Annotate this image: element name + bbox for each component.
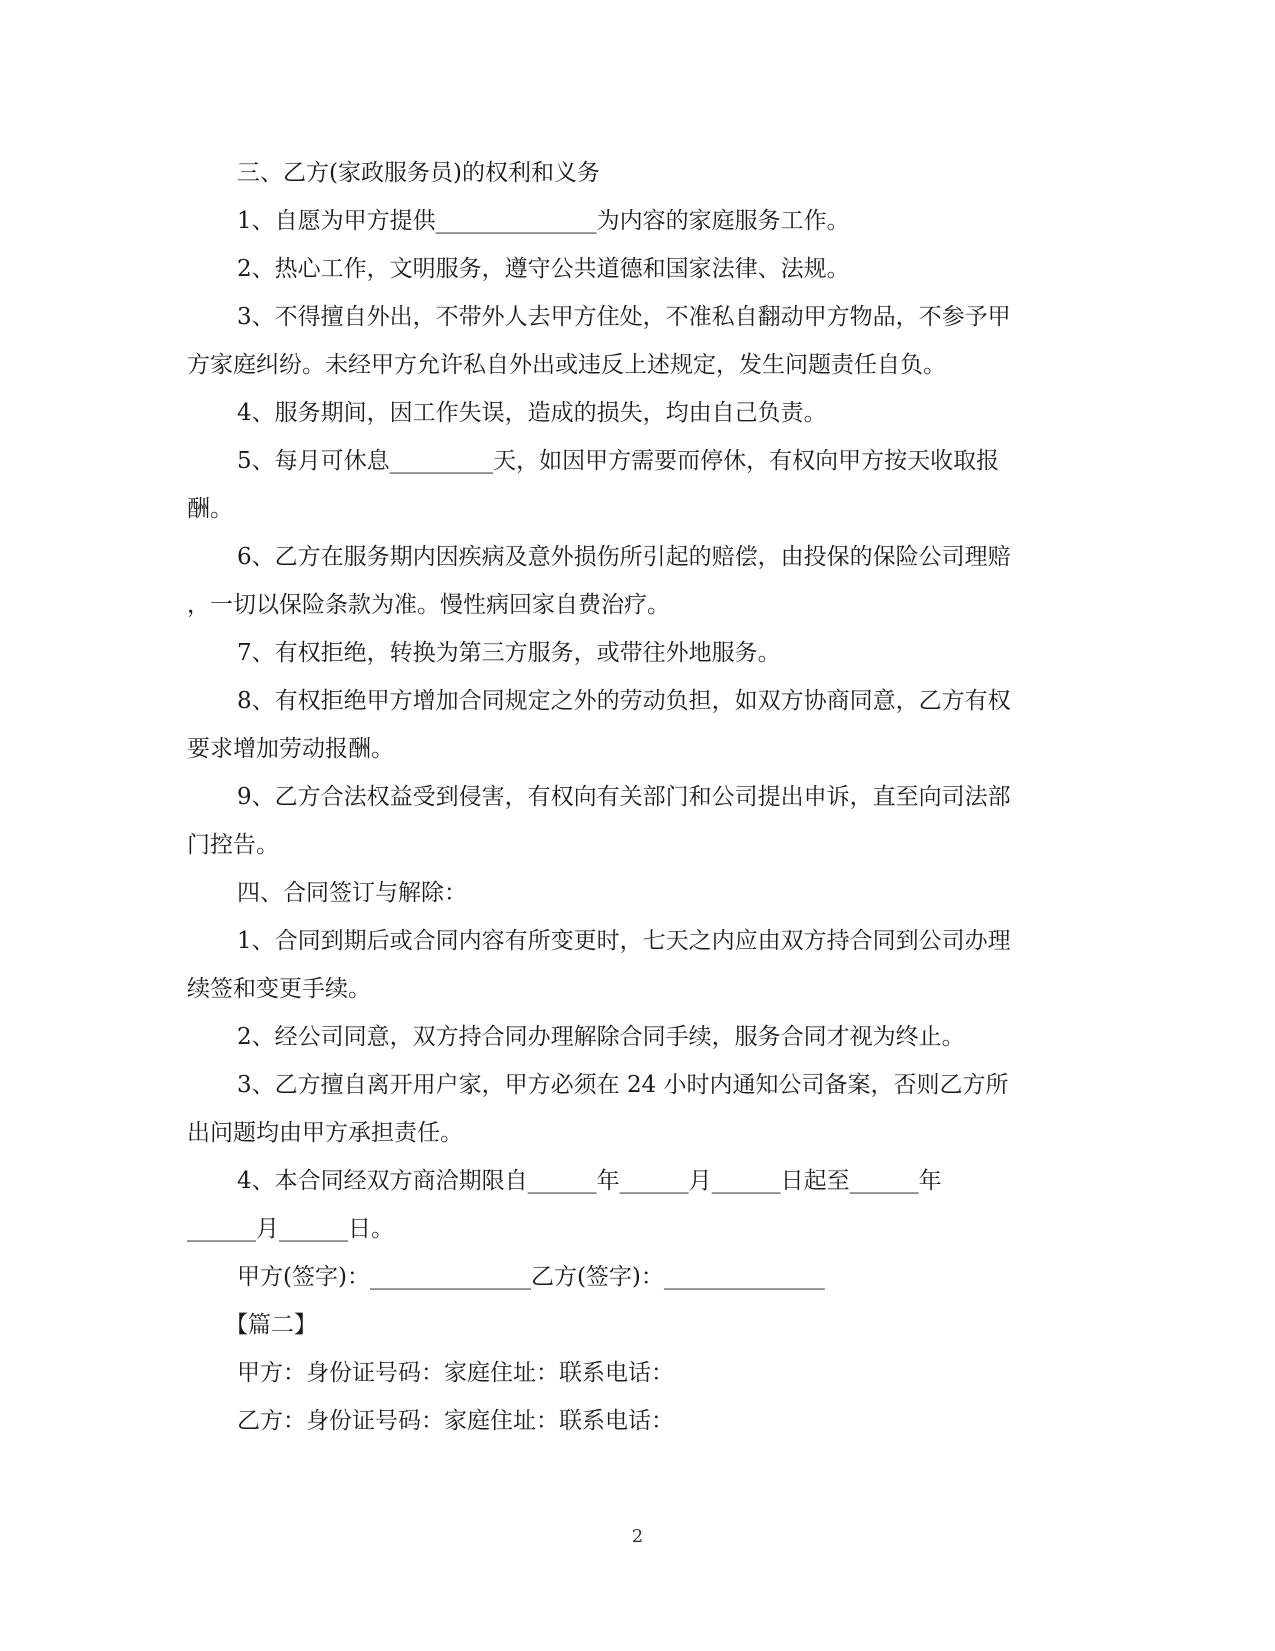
section-heading: 三、乙方(家政服务员)的权利和义务	[237, 160, 600, 186]
section-heading: 四、合同签订与解除：	[237, 880, 467, 906]
clause-paragraph: 6、乙方在服务期内因疾病及意外损伤所引起的赔偿，由投保的保险公司理赔	[237, 544, 1011, 570]
clause-continuation: ______月______日。	[187, 1216, 394, 1242]
page-number: 2	[631, 1526, 644, 1547]
clause-paragraph: 2、经公司同意，双方持合同办理解除合同手续，服务合同才视为终止。	[237, 1024, 965, 1050]
party-info-line: 乙方：身份证号码：家庭住址：联系电话：	[237, 1408, 674, 1434]
clause-paragraph: 4、服务期间，因工作失误，造成的损失，均由自己负责。	[237, 400, 827, 426]
clause-continuation: 门控告。	[187, 832, 279, 858]
clause-paragraph: 2、热心工作，文明服务，遵守公共道德和国家法律、法规。	[237, 256, 850, 282]
clause-paragraph: 5、每月可休息_________天，如因甲方需要而停休，有权向甲方按天收取报	[237, 448, 1000, 474]
clause-paragraph: 3、不得擅自外出，不带外人去甲方住处，不准私自翻动甲方物品，不参予甲	[237, 304, 1011, 330]
clause-paragraph: 8、有权拒绝甲方增加合同规定之外的劳动负担，如双方协商同意，乙方有权	[237, 688, 1011, 714]
clause-paragraph: 1、合同到期后或合同内容有所变更时，七天之内应由双方持合同到公司办理	[237, 928, 1011, 954]
clause-paragraph: 9、乙方合法权益受到侵害，有权向有关部门和公司提出申诉，直至向司法部	[237, 784, 1011, 810]
part-heading: 【篇二】	[225, 1312, 317, 1338]
signature-line: 甲方(签字)：______________乙方(签字)：______________	[237, 1264, 825, 1290]
clause-continuation: 方家庭纠纷。未经甲方允许私自外出或违反上述规定，发生问题责任自负。	[187, 352, 946, 378]
clause-continuation: 要求增加劳动报酬。	[187, 736, 394, 762]
document-body	[187, 149, 1077, 1445]
clause-paragraph: 1、自愿为甲方提供______________为内容的家庭服务工作。	[237, 208, 850, 234]
clause-continuation: 出问题均由甲方承担责任。	[187, 1120, 463, 1146]
clause-paragraph: 3、乙方擅自离开用户家，甲方必须在 24 小时内通知公司备案，否则乙方所	[237, 1072, 1009, 1098]
clause-paragraph: 7、有权拒绝，转换为第三方服务，或带往外地服务。	[237, 640, 781, 666]
clause-continuation: 续签和变更手续。	[187, 976, 371, 1002]
clause-continuation: 酬。	[187, 496, 233, 522]
clause-paragraph: 4、本合同经双方商洽期限自______年______月______日起至______年	[237, 1168, 942, 1194]
party-info-line: 甲方：身份证号码：家庭住址：联系电话：	[237, 1360, 674, 1386]
clause-continuation: ，一切以保险条款为准。慢性病回家自费治疗。	[187, 592, 670, 618]
